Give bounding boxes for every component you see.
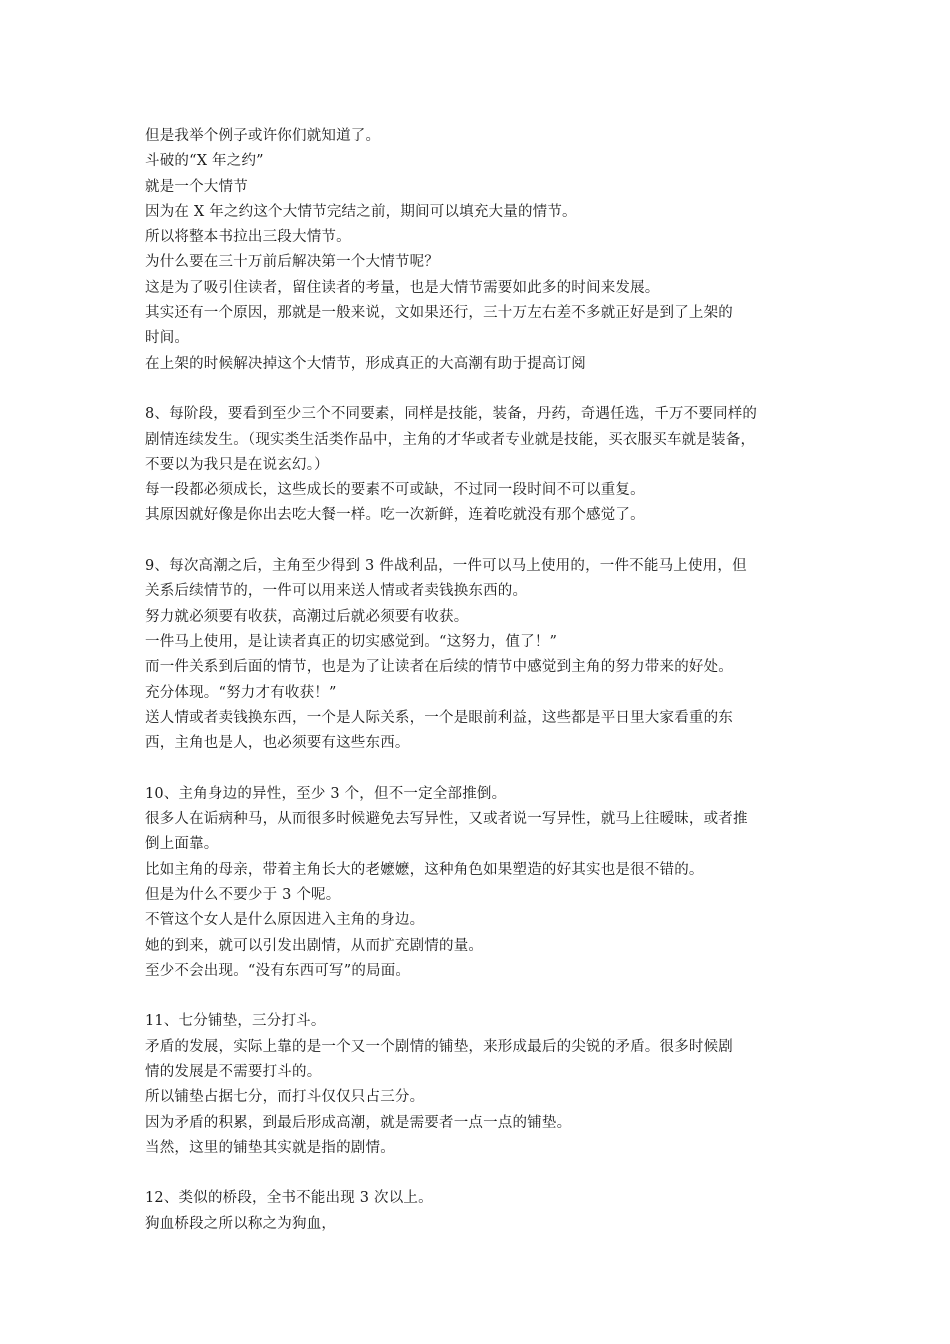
text-line: 但是为什么不要少于 3 个呢。 <box>145 886 341 903</box>
text-line: 在上架的时候解决掉这个大情节，形成真正的大高潮有助于提高订阅 <box>145 355 586 372</box>
text-line: 因为在 X 年之约这个大情节完结之前，期间可以填充大量的情节。 <box>145 203 577 220</box>
text-line: 一件马上使用，是让读者真正的切实感觉到。“这努力，值了！” <box>145 633 558 650</box>
text-line: 充分体现。“努力才有收获！” <box>145 684 337 701</box>
text-line: 狗血桥段之所以称之为狗血， <box>145 1215 337 1232</box>
text-line: 12、类似的桥段，全书不能出现 3 次以上。 <box>145 1190 433 1207</box>
text-line: 比如主角的母亲，带着主角长大的老嬷嬷，这种角色如果塑造的好其实也是很不错的。 <box>145 861 704 878</box>
text-line: 倒上面靠。 <box>145 836 219 853</box>
text-line: 斗破的“X 年之约” <box>145 153 264 170</box>
text-line: 10、主角身边的异性，至少 3 个，但不一定全部推倒。 <box>145 785 507 802</box>
text-line: 而一件关系到后面的情节，也是为了让读者在后续的情节中感觉到主角的努力带来的好处。 <box>145 659 733 676</box>
text-line: 9、每次高潮之后，主角至少得到 3 件战利品，一件可以马上使用的，一件不能马上使用，但 <box>145 558 747 575</box>
text-line: 西，主角也是人，也必须要有这些东西。 <box>145 735 410 752</box>
text-line: 不管这个女人是什么原因进入主角的身边。 <box>145 912 425 929</box>
text-line: 矛盾的发展，实际上靠的是一个又一个剧情的铺垫，来形成最后的尖锐的矛盾。很多时候剧 <box>145 1038 733 1055</box>
text-line: 其实还有一个原因，那就是一般来说，文如果还行，三十万左右差不多就正好是到了上架的 <box>145 305 733 322</box>
text-line: 所以铺垫占据七分，而打斗仅仅只占三分。 <box>145 1089 425 1106</box>
text-line: 11、七分铺垫，三分打斗。 <box>145 1013 326 1030</box>
text-line: 其原因就好像是你出去吃大餐一样。吃一次新鲜，连着吃就没有那个感觉了。 <box>145 507 645 524</box>
document-body <box>145 124 815 1237</box>
text-line: 当然，这里的铺垫其实就是指的剧情。 <box>145 1139 395 1156</box>
text-line: 但是我举个例子或许你们就知道了。 <box>145 128 381 144</box>
blank-line <box>145 1161 815 1186</box>
text-line: 为什么要在三十万前后解决第一个大情节呢？ <box>145 254 439 271</box>
blank-line <box>145 529 815 554</box>
blank-line <box>145 377 815 402</box>
blank-line <box>145 984 815 1009</box>
text-line: 情的发展是不需要打斗的。 <box>145 1063 322 1080</box>
text-line: 不要以为我只是在说玄幻。） <box>145 456 329 473</box>
text-line: 她的到来，就可以引发出剧情，从而扩充剧情的量。 <box>145 937 484 954</box>
text-line: 送人情或者卖钱换东西，一个是人际关系，一个是眼前利益，这些都是平日里大家看重的东 <box>145 709 733 726</box>
text-line: 就是一个大情节 <box>145 178 248 195</box>
text-line: 这是为了吸引住读者，留住读者的考量，也是大情节需要如此多的时间来发展。 <box>145 279 660 296</box>
text-line: 至少不会出现。“没有东西可写”的局面。 <box>145 962 411 979</box>
text-line: 因为矛盾的积累，到最后形成高潮，就是需要者一点一点的铺垫。 <box>145 1114 572 1131</box>
text-line: 8、每阶段，要看到至少三个不同要素，同样是技能，装备，丹药，奇遇任选，千万不要同样的 <box>145 406 758 423</box>
text-line: 所以将整本书拉出三段大情节。 <box>145 229 351 246</box>
text-line: 关系后续情节的，一件可以用来送人情或者卖钱换东西的。 <box>145 583 528 600</box>
text-line: 每一段都必须成长，这些成长的要素不可或缺，不过同一段时间不可以重复。 <box>145 482 645 499</box>
text-line: 很多人在诟病种马，从而很多时候避免去写异性，又或者说一写异性，就马上往暧昧，或者推 <box>145 811 748 828</box>
text-line: 时间。 <box>145 330 190 347</box>
blank-line <box>145 756 815 781</box>
text-line: 努力就必须要有收获，高潮过后就必须要有收获。 <box>145 608 469 625</box>
text-line: 剧情连续发生。（现实类生活类作品中，主角的才华或者专业就是技能，买衣服买车就是装备， <box>145 431 756 448</box>
